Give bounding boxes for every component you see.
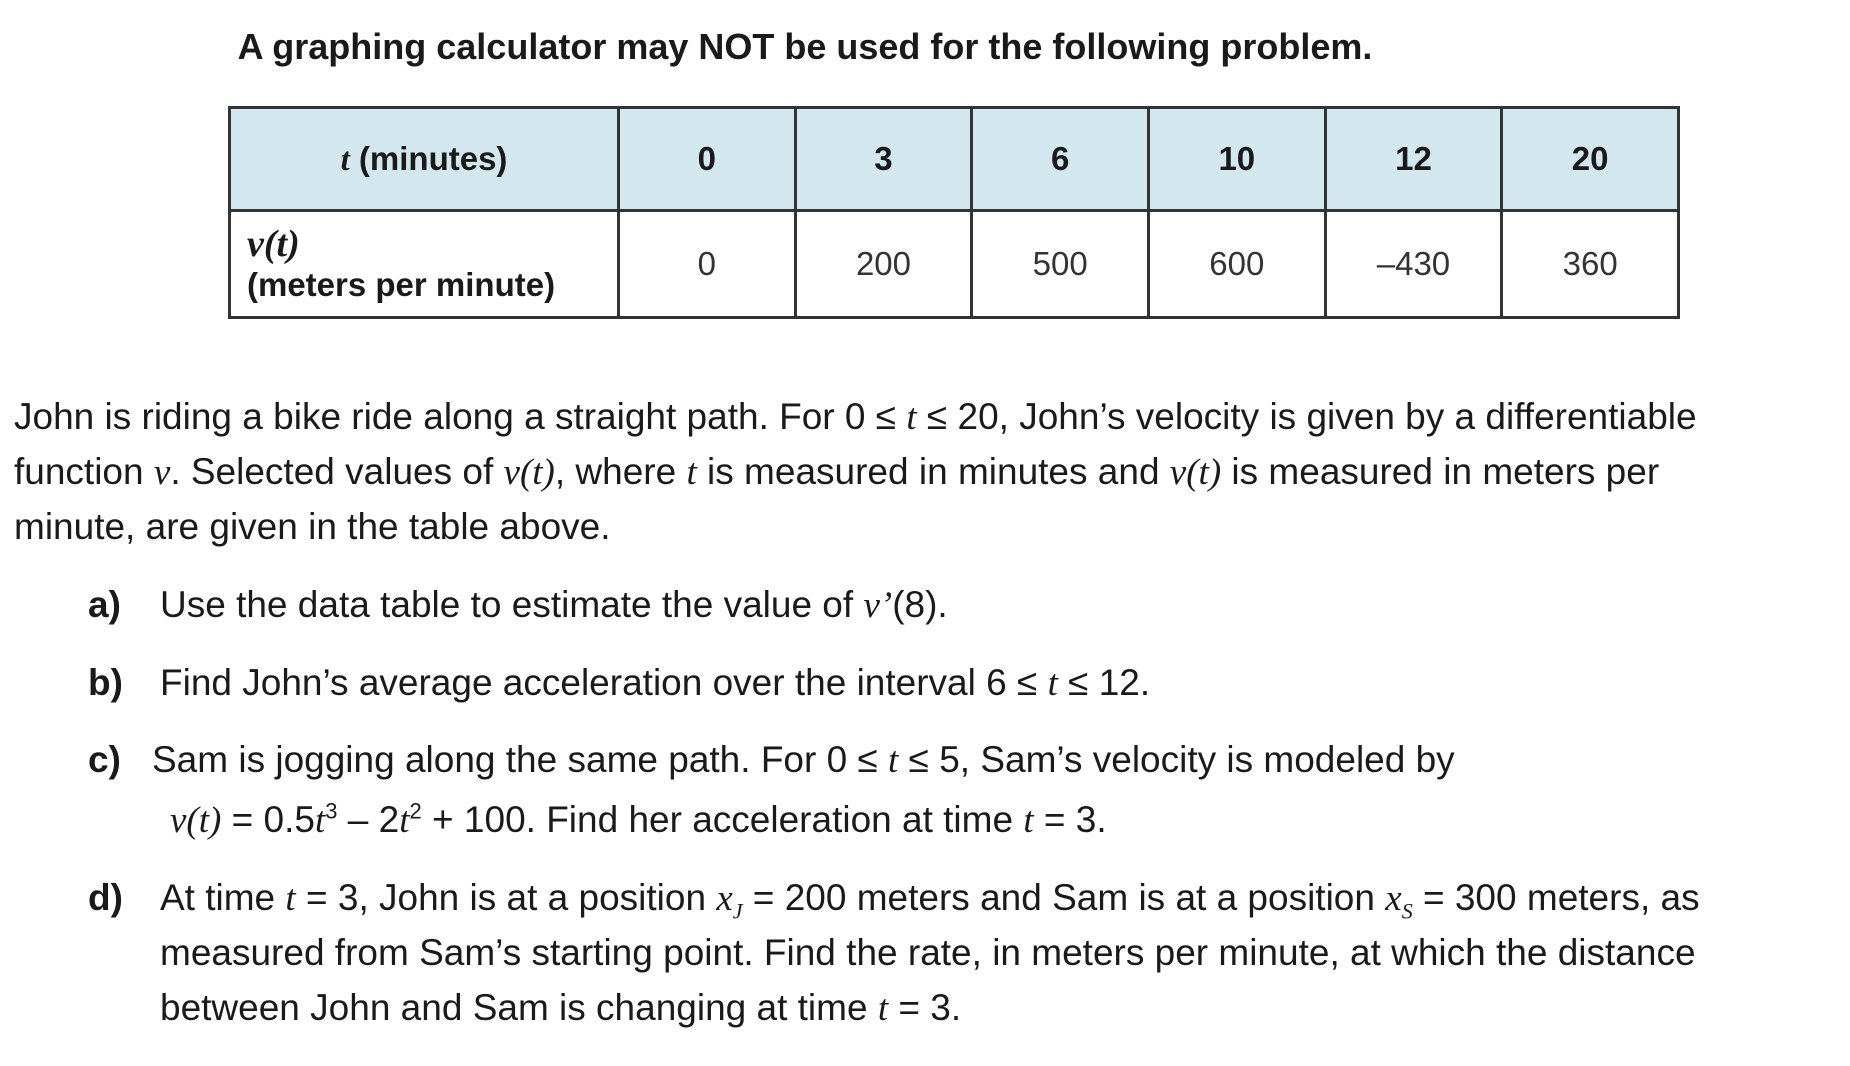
part-d-line-1: [160, 871, 1700, 926]
part-d-line-2: measured from Sam’s starting point. Find the rate, in meters per minute, at which the distance: [160, 932, 1696, 973]
part-a-text: [160, 578, 948, 633]
intro-var: t: [906, 397, 917, 438]
t-value-cell: 6: [972, 108, 1149, 211]
intro-text: is measured in meters per: [1221, 451, 1660, 492]
part-b-var: t: [1047, 663, 1058, 704]
part-d-text: = 200 meters and Sam is at a position: [742, 877, 1386, 918]
part-d-subscript: J: [732, 898, 743, 924]
part-c-text-2: ≤ 5, Sam’s velocity is modeled by: [898, 739, 1455, 780]
intro-text: is measured in minutes and: [696, 451, 1170, 492]
table-header-row: [230, 108, 1679, 211]
v-value-cell: 600: [1148, 211, 1325, 318]
part-c-text: + 100. Find her acceleration at time: [421, 799, 1024, 840]
t-label-var: t: [340, 141, 350, 178]
part-b-text: [160, 656, 1150, 711]
part-c-line-1: [152, 733, 1455, 788]
v-value-cell: –430: [1325, 211, 1502, 318]
v-label-units: (meters per minute): [247, 266, 556, 303]
part-c-var: t: [888, 740, 899, 781]
part-c: [88, 733, 1838, 853]
part-d-line-3: [160, 981, 961, 1036]
part-c-text: = 0.5: [221, 799, 315, 840]
v-label-var: v(t): [247, 223, 300, 265]
part-d-text: At time: [160, 877, 286, 918]
part-d-var: t: [285, 878, 296, 919]
part-a-var: v’: [863, 585, 893, 626]
intro-var: v: [153, 452, 171, 493]
problem-heading: A graphing calculator may NOT be used for the following problem.: [237, 26, 1373, 67]
part-d-subscript: S: [1401, 898, 1413, 924]
t-label-cell: [230, 108, 619, 211]
part-d-var: x: [716, 878, 733, 919]
intro-text: John is riding a bike ride along a straight path. For 0 ≤: [14, 396, 907, 437]
v-value-cell: 360: [1502, 211, 1679, 318]
t-value-cell: 20: [1502, 108, 1679, 211]
intro-var: v(t): [1169, 452, 1222, 493]
part-d-text: between John and Sam is changing at time: [160, 987, 878, 1028]
intro-text: . Selected values of: [170, 451, 504, 492]
v-value-cell: 500: [972, 211, 1149, 318]
v-label-cell: [230, 211, 619, 318]
part-d-label: d): [88, 877, 123, 918]
t-label-units: (minutes): [349, 139, 508, 177]
intro-text: ≤ 20, John’s velocity is given by a differentiable: [916, 396, 1697, 437]
part-c-var: t: [399, 800, 410, 841]
v-value-cell: 200: [795, 211, 972, 318]
part-a: [88, 578, 1838, 638]
part-a-text-2: (8).: [892, 584, 948, 625]
part-b-text-2: ≤ 12.: [1057, 662, 1151, 703]
part-d-text: = 3, John is at a position: [295, 877, 717, 918]
part-c-text: – 2: [337, 799, 400, 840]
part-d: [88, 871, 1848, 1046]
part-c-exponent: 3: [325, 798, 338, 824]
part-c-line-2: [170, 793, 1107, 848]
part-c-exponent: 2: [409, 798, 422, 824]
velocity-data-table: [228, 106, 1680, 319]
intro-var: v(t): [503, 452, 555, 493]
part-c-text-1: Sam is jogging along the same path. For 0 ≤: [152, 739, 889, 780]
part-c-var: t: [314, 800, 326, 841]
part-c-var: v(t): [170, 800, 222, 841]
part-c-label: c): [88, 739, 121, 780]
t-value-cell: 0: [619, 108, 796, 211]
part-c-text: = 3.: [1033, 799, 1107, 840]
t-value-cell: 10: [1148, 108, 1325, 211]
part-c-var: t: [1023, 800, 1034, 841]
intro-paragraph: [14, 390, 1844, 554]
t-value-cell: 3: [795, 108, 972, 211]
part-d-var: x: [1385, 878, 1402, 919]
part-d-var: t: [877, 988, 889, 1029]
intro-text: , where: [554, 451, 687, 492]
table-velocity-row: [230, 211, 1679, 318]
part-a-text-1: Use the data table to estimate the value of: [160, 584, 864, 625]
v-value-cell: 0: [619, 211, 796, 318]
part-a-label: a): [88, 584, 121, 625]
intro-var: t: [686, 452, 697, 493]
intro-text: minute, are given in the table above.: [14, 506, 611, 547]
part-d-text: = 300 meters, as: [1412, 877, 1700, 918]
part-b-label: b): [88, 662, 123, 703]
intro-text: function: [14, 451, 154, 492]
part-d-text: = 3.: [888, 987, 962, 1028]
t-value-cell: 12: [1325, 108, 1502, 211]
part-b: [88, 656, 1838, 716]
part-b-text-1: Find John’s average acceleration over the interval 6 ≤: [160, 662, 1048, 703]
